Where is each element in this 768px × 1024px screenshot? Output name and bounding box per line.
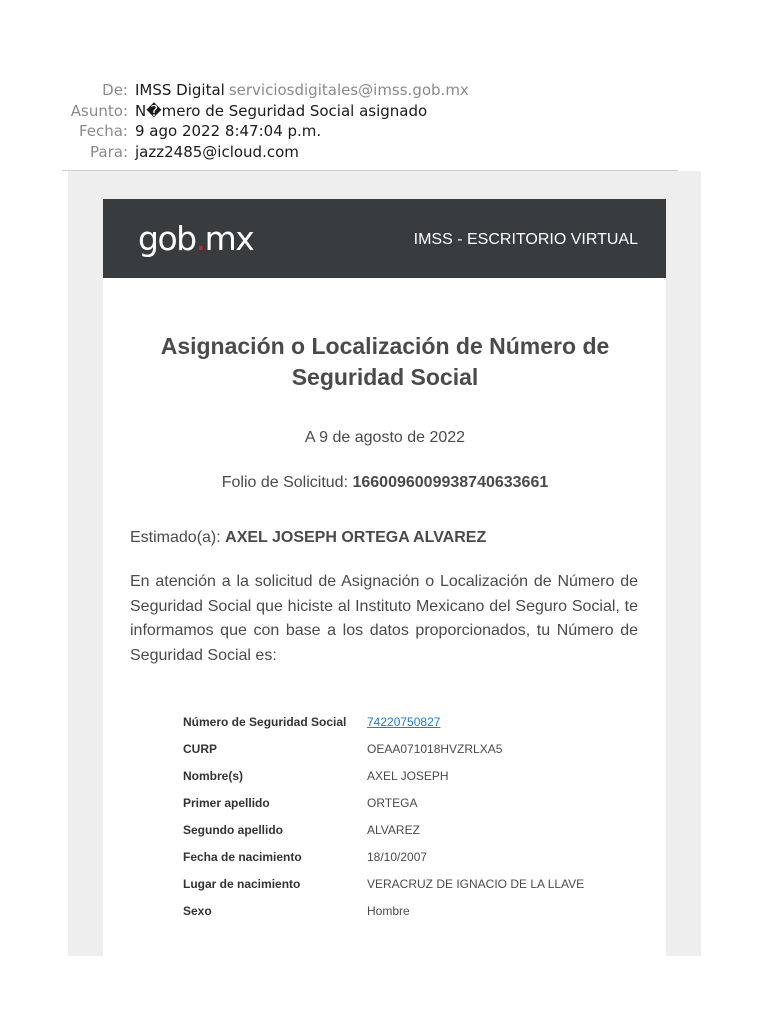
subject-label: Asunto:: [70, 101, 128, 120]
row-label-primer-apellido: Primer apellido: [183, 795, 270, 810]
from-sender-name[interactable]: IMSS Digital: [135, 81, 225, 99]
date-label: Fecha:: [78, 122, 128, 140]
table-row: [183, 789, 584, 816]
subject-text: N�mero de Seguridad Social asignado: [135, 101, 428, 120]
row-value-nombre: AXEL JOSEPH: [367, 768, 449, 783]
subject-row: [0, 101, 768, 122]
row-value-nss: [367, 708, 584, 735]
date-row: [0, 121, 768, 142]
table-row: [183, 762, 584, 789]
row-label-lugar-nacimiento: Lugar de nacimiento: [183, 876, 301, 891]
message-card: [103, 199, 666, 956]
logo-text-mx: mx: [204, 219, 254, 258]
row-label-fecha-nacimiento: Fecha de nacimiento: [183, 849, 302, 864]
table-row: [183, 897, 584, 924]
document-title: Asignación o Localización de Número de Seguridad Social: [160, 333, 610, 390]
greeting-line: [130, 528, 640, 548]
table-row: [183, 708, 584, 735]
folio-value: 1660096009938740633661: [352, 474, 549, 491]
to-row: [0, 142, 768, 163]
to-recipient[interactable]: jazz2485@icloud.com: [135, 142, 299, 161]
row-value-primer-apellido: ORTEGA: [367, 795, 418, 810]
document-date: A 9 de agosto de 2022: [304, 429, 466, 446]
gob-mx-logo: [138, 219, 253, 259]
banner-title: IMSS - ESCRITORIO VIRTUAL: [413, 231, 638, 248]
table-row: [183, 843, 584, 870]
table-row: [183, 735, 584, 762]
row-label-sexo: Sexo: [183, 903, 212, 918]
logo-text-gob: gob: [138, 219, 196, 258]
row-value-segundo-apellido: ALVAREZ: [367, 822, 420, 837]
table-row: [183, 816, 584, 843]
greeting-label: Estimado(a):: [130, 529, 221, 546]
from-label: De:: [102, 81, 128, 99]
row-value-fecha-nacimiento: 18/10/2007: [367, 849, 428, 864]
date-text: 9 ago 2022 8:47:04 p.m.: [135, 122, 322, 140]
row-label-nss: Número de Seguridad Social: [183, 714, 347, 729]
table-row: [183, 870, 584, 897]
from-sender-email[interactable]: serviciosdigitales@imss.gob.mx: [228, 81, 469, 99]
folio-line: [130, 473, 640, 493]
gob-banner: [103, 199, 666, 278]
from-row: [0, 80, 768, 101]
nss-data-table: [183, 708, 584, 924]
row-label-segundo-apellido: Segundo apellido: [183, 822, 284, 837]
row-label-nombre: Nombre(s): [183, 768, 244, 783]
row-value-curp: OEAA071018HVZRLXA5: [367, 741, 503, 756]
logo-dot: .: [195, 219, 205, 258]
folio-label: Folio de Solicitud:: [221, 474, 349, 491]
mail-headers: [0, 80, 768, 162]
row-label-curp: CURP: [183, 741, 218, 756]
nss-number-link[interactable]: 74220750827: [367, 714, 441, 729]
intro-paragraph: En atención a la solicitud de Asignación o Localización de Número de Seguridad Social que hiciste al Instituto Mexicano del Seguro Social, te informamos que con base a los datos proporcionados, tu Número de Seguridad Social es:: [130, 573, 638, 664]
row-value-sexo: Hombre: [367, 903, 410, 918]
greeting-name: AXEL JOSEPH ORTEGA ALVAREZ: [225, 529, 487, 546]
to-label: Para:: [90, 142, 128, 161]
row-value-lugar-nacimiento: VERACRUZ DE IGNACIO DE LA LLAVE: [367, 876, 585, 891]
